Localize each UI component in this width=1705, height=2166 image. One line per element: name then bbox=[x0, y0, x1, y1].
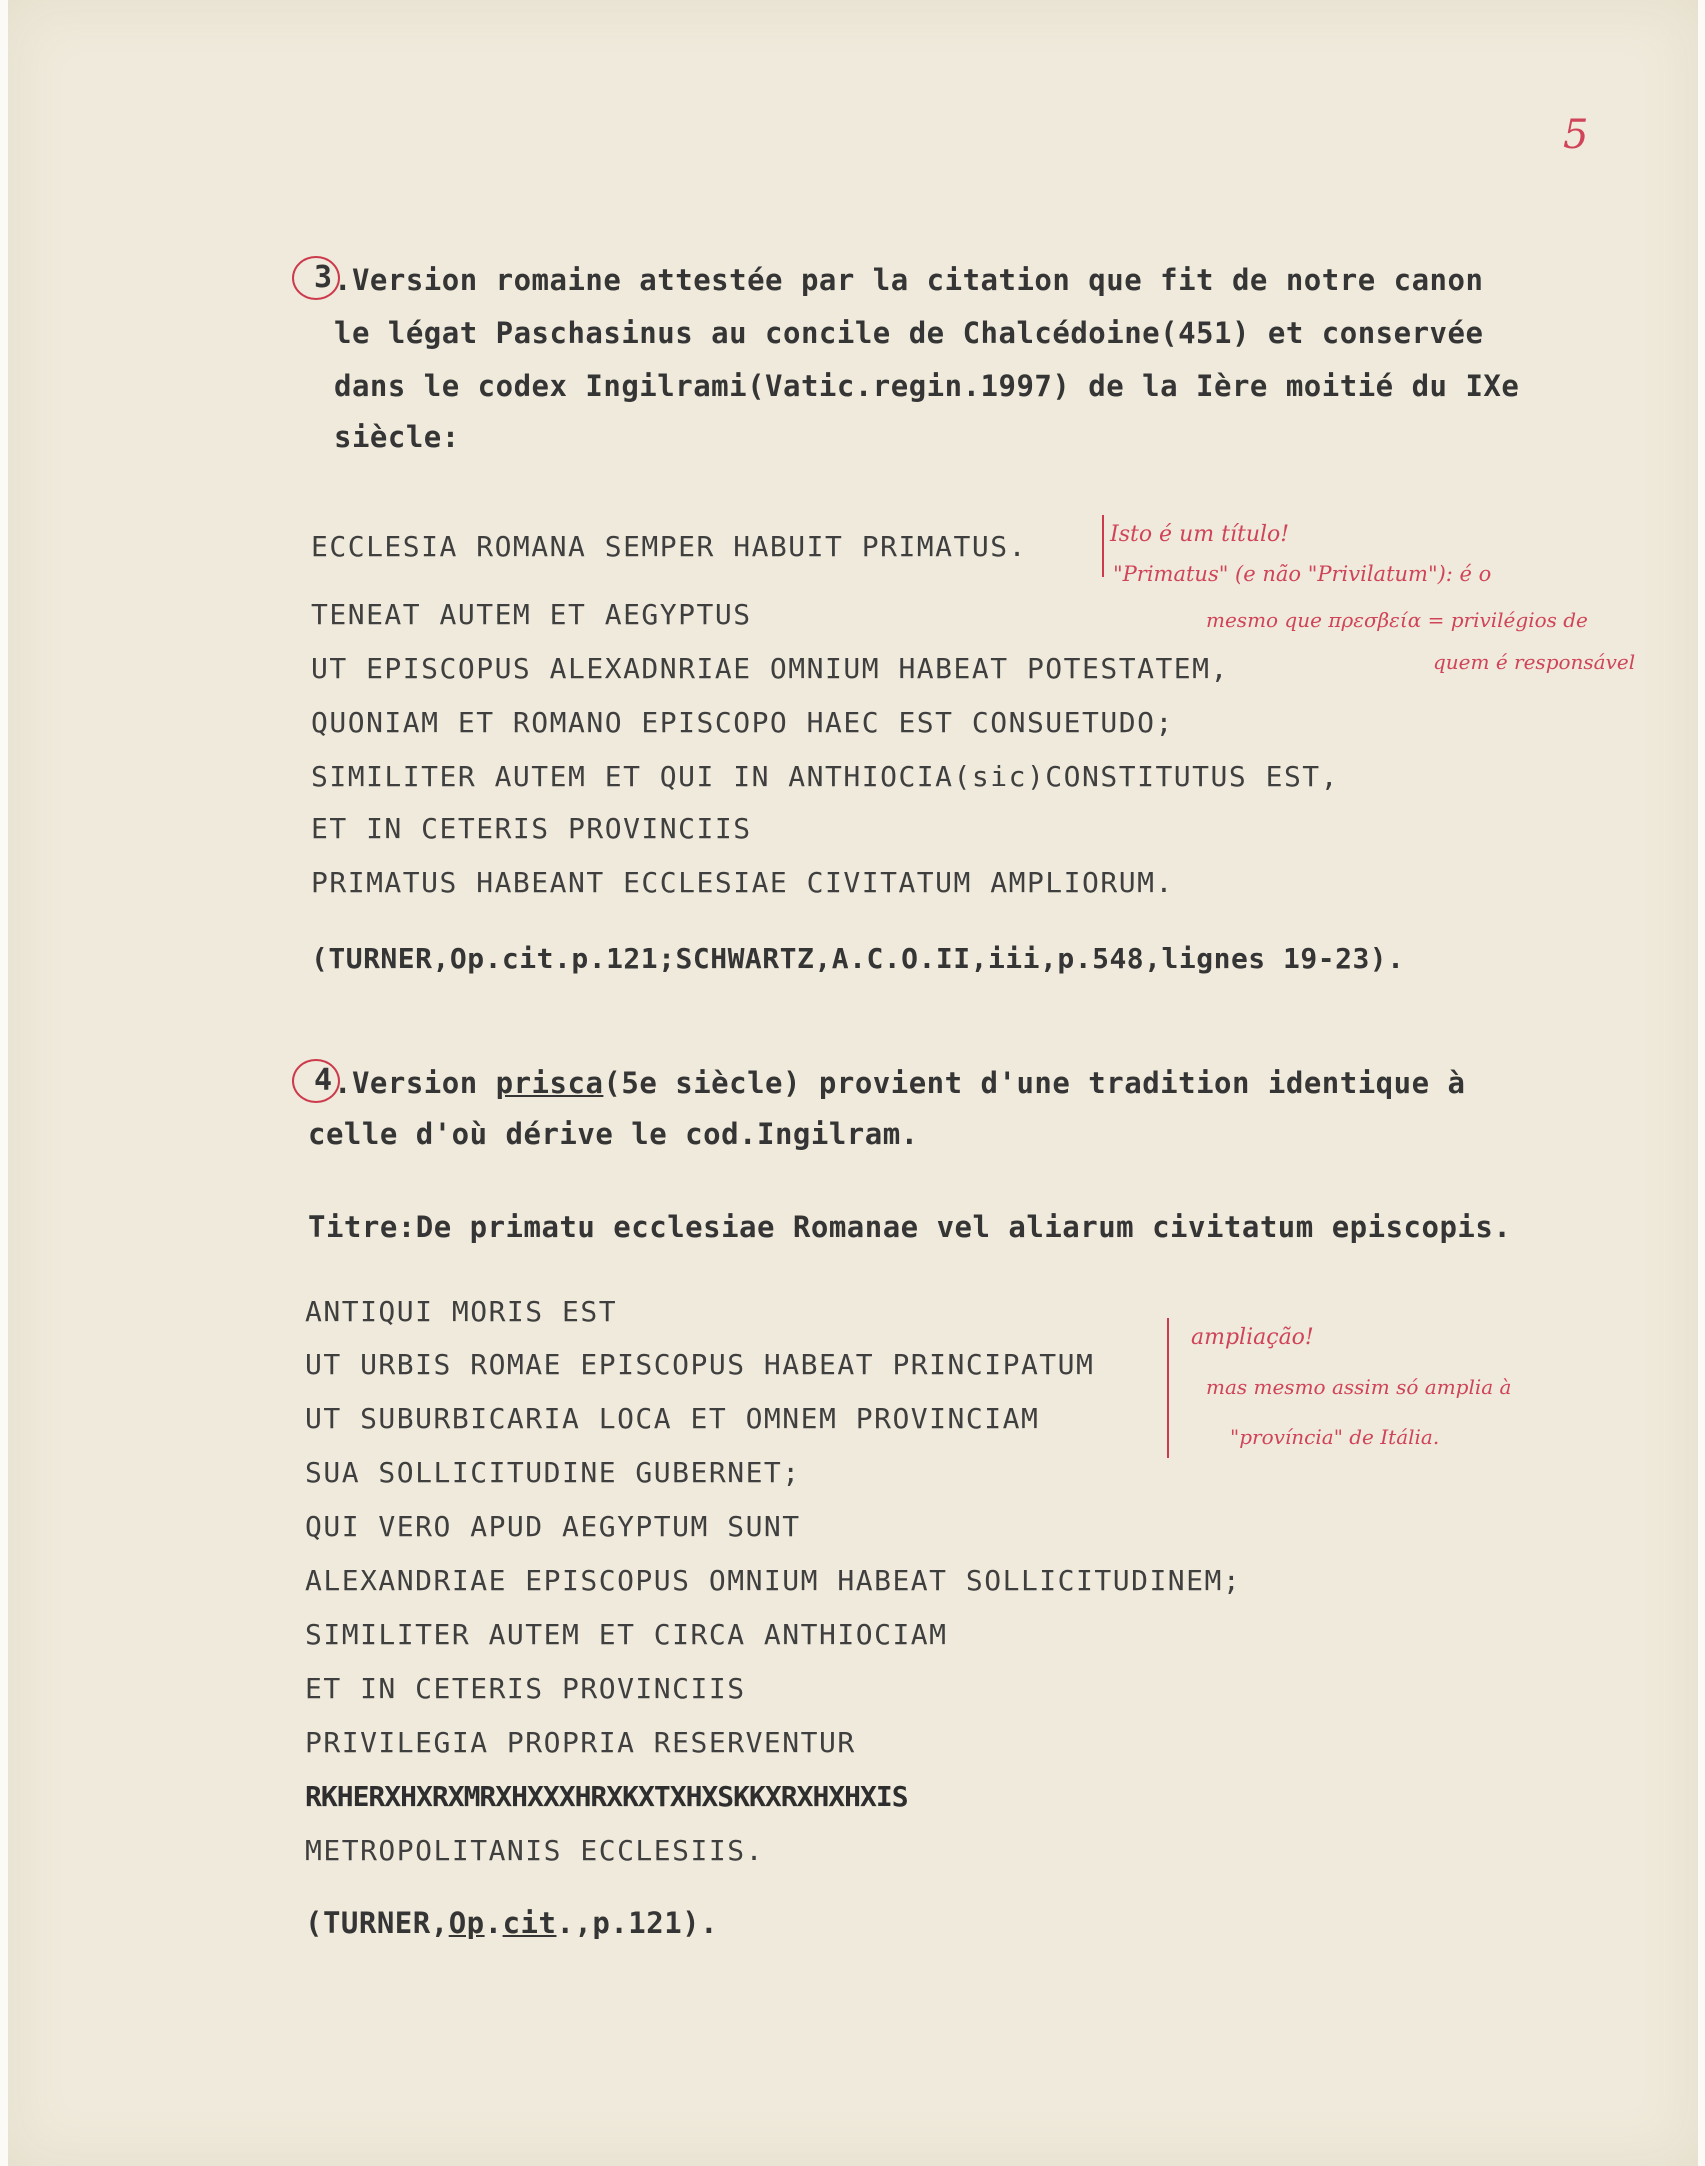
section-4-reference-dot: . bbox=[484, 1906, 503, 1940]
section-3-note-line-1: Isto é um título! bbox=[1110, 522, 1290, 547]
section-3-note-line-3: mesmo que πρεσβεία = privilégios de bbox=[1206, 608, 1588, 632]
section-3-intro-line-1: .Version romaine attestée par la citation que fit de notre canon bbox=[334, 263, 1484, 297]
section-4-latin-line-2: UT URBIS ROMAE EPISCOPUS HABEAT PRINCIPATUM bbox=[305, 1348, 1095, 1381]
section-4-intro-underlined: prisca bbox=[495, 1066, 604, 1100]
section-4-reference-end: .,p.121). bbox=[556, 1906, 719, 1940]
section-3-intro-line-3: dans le codex Ingilrami(Vatic.regin.1997) de la Ière moitié du IXe bbox=[334, 369, 1520, 403]
section-4-note-line-1: ampliação! bbox=[1191, 1325, 1314, 1350]
section-3-latin-line-1: ECCLESIA ROMANA SEMPER HABUIT PRIMATUS. bbox=[311, 530, 1027, 563]
section-4-intro-rest: (5e siècle) provient d'une tradition identique à bbox=[603, 1066, 1466, 1100]
page-number: 5 bbox=[1563, 112, 1589, 158]
section-3-latin-line-6: ET IN CETERIS PROVINCIIS bbox=[311, 812, 752, 845]
section-3-latin-line-3: UT EPISCOPUS ALEXADNRIAE OMNIUM HABEAT POTESTATEM, bbox=[311, 652, 1229, 685]
document-page bbox=[8, 0, 1698, 2166]
section-3-note-line-2: "Primatus" (e não "Privilatum"): é o bbox=[1113, 562, 1492, 586]
section-4-title-line: Titre:De primatu ecclesiae Romanae vel aliarum civitatum episcopis. bbox=[308, 1210, 1512, 1244]
section-4-note-bracket bbox=[1167, 1318, 1169, 1458]
section-3-latin-line-4: QUONIAM ET ROMANO EPISCOPO HAEC EST CONSUETUDO; bbox=[311, 706, 1174, 739]
section-3-latin-line-7: PRIMATUS HABEANT ECCLESIAE CIVITATUM AMPLIORUM. bbox=[311, 866, 1174, 899]
section-4-reference-cit: cit bbox=[502, 1906, 557, 1940]
section-4-latin-line-4: SUA SOLLICITUDINE GUBERNET; bbox=[305, 1456, 801, 1489]
section-4-struck-line: RKHERXHXRXMRXHXXXHRXKXTXHXSKKXRXHXHXIS bbox=[305, 1780, 908, 1813]
section-4-reference-start: (TURNER, bbox=[305, 1906, 449, 1940]
section-4-latin-line-8: ET IN CETERIS PROVINCIIS bbox=[305, 1672, 746, 1705]
section-4-number: 4 bbox=[314, 1063, 333, 1098]
section-3-number: 3 bbox=[314, 260, 333, 295]
section-4-intro-start: .Version bbox=[334, 1066, 496, 1100]
section-4-note-line-3: "província" de Itália. bbox=[1230, 1425, 1440, 1449]
section-4-intro-line-1 bbox=[334, 1066, 1465, 1100]
section-3-latin-line-5: SIMILITER AUTEM ET QUI IN ANTHIOCIA(sic)CONSTITUTUS EST, bbox=[311, 760, 1340, 793]
section-3-note-bracket bbox=[1102, 515, 1104, 577]
section-4-note-line-2: mas mesmo assim só amplia à bbox=[1206, 1375, 1512, 1399]
section-3-latin-line-2: TENEAT AUTEM ET AEGYPTUS bbox=[311, 598, 752, 631]
section-4-latin-line-6: ALEXANDRIAE EPISCOPUS OMNIUM HABEAT SOLLICITUDINEM; bbox=[305, 1564, 1242, 1597]
section-4-latin-line-3: UT SUBURBICARIA LOCA ET OMNEM PROVINCIAM bbox=[305, 1402, 1040, 1435]
section-3-reference: (TURNER,Op.cit.p.121;SCHWARTZ,A.C.O.II,iii,p.548,lignes 19-23). bbox=[311, 942, 1405, 975]
section-3-intro-line-2: le légat Paschasinus au concile de Chalcédoine(451) et conservée bbox=[334, 316, 1484, 350]
section-3-note-line-4: quem é responsável bbox=[1433, 650, 1636, 674]
section-3-intro-line-4: siècle: bbox=[334, 420, 460, 454]
section-4-final-line: METROPOLITANIS ECCLESIIS. bbox=[305, 1834, 764, 1867]
section-4-latin-line-7: SIMILITER AUTEM ET CIRCA ANTHIOCIAM bbox=[305, 1618, 948, 1651]
section-4-reference bbox=[305, 1906, 718, 1940]
section-4-reference-op: Op bbox=[448, 1906, 485, 1940]
section-4-latin-line-1: ANTIQUI MORIS EST bbox=[305, 1295, 618, 1328]
section-4-intro-line-2: celle d'où dérive le cod.Ingilram. bbox=[308, 1117, 919, 1151]
section-4-latin-line-5: QUI VERO APUD AEGYPTUM SUNT bbox=[305, 1510, 801, 1543]
section-4-latin-line-9: PRIVILEGIA PROPRIA RESERVENTUR bbox=[305, 1726, 856, 1759]
